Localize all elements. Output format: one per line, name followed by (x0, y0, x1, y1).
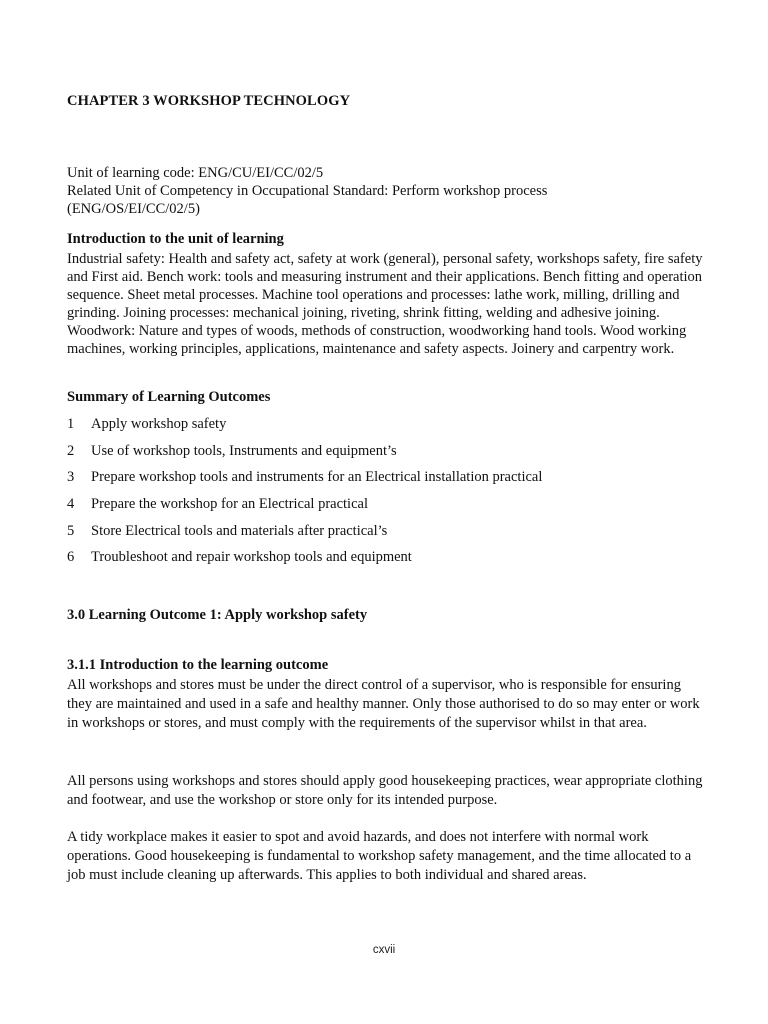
body-paragraph: All persons using workshops and stores should apply good housekeeping practices, wear appropriate clothing and footwear, and use the workshop or store only for its intended purpose. (67, 773, 703, 808)
outcome-item (67, 442, 707, 469)
outcome-item (67, 522, 707, 549)
competency-line: Related Unit of Competency in Occupational Standard: Perform workshop process (67, 183, 548, 199)
outcome-number: 1 (67, 416, 75, 432)
outcome-text: Troubleshoot and repair workshop tools and equipment (91, 549, 412, 566)
section-subheading: 3.1.1 Introduction to the learning outcome (67, 657, 329, 673)
page-number: cxvii (372, 944, 396, 956)
outcome-text: Prepare workshop tools and instruments for an Electrical installation practical (91, 469, 543, 486)
outcome-item (67, 548, 707, 575)
body-paragraph: A tidy workplace makes it easier to spot and avoid hazards, and does not interfere with normal work operations. Good housekeeping is fundamental to workshop safety management, and the time allocated to a job must include cleaning up afterwards. This applies to both individual and shared areas. (67, 829, 692, 883)
unit-code-line: Unit of learning code: ENG/CU/EI/CC/02/5 (67, 165, 324, 181)
outcome-text: Prepare the workshop for an Electrical practical (91, 496, 368, 513)
outcome-number: 5 (67, 522, 75, 539)
outcome-text: Apply workshop safety (91, 416, 227, 432)
outcome-item (67, 495, 707, 522)
unit-info (67, 164, 707, 218)
outcome-number: 4 (67, 496, 75, 513)
standard-code-line: (ENG/OS/EI/CC/02/5) (67, 201, 200, 217)
outcome-number: 6 (67, 549, 75, 566)
outcome-number: 2 (67, 442, 75, 459)
summary-heading: Summary of Learning Outcomes (67, 389, 271, 405)
outcome-list (67, 415, 707, 575)
learning-outcome-heading: 3.0 Learning Outcome 1: Apply workshop safety (67, 607, 368, 623)
introduction-heading: Introduction to the unit of learning (67, 231, 284, 247)
outcome-item (67, 415, 707, 442)
outcome-number: 3 (67, 469, 75, 486)
chapter-title: CHAPTER 3 WORKSHOP TECHNOLOGY (67, 93, 351, 109)
introduction-paragraph: Industrial safety: Health and safety act, safety at work (general), personal safety, workshops safety, fire safety and First aid. Bench work: tools and measuring instrument and their applications. Bench fitting and operation sequence. Sheet metal processes. Machine tool operations and processes: lathe work, milling, drilling and grinding. Joining processes: mechanical joining, riveting, shrink fitting, welding and adhesive joining. Woodwork: Nature and types of woods, methods of construction, woodworking hand tools. Wood working machines, working principles, applications, maintenance and safety aspects. Joinery and carpentry work. (67, 251, 703, 357)
outcome-text: Store Electrical tools and materials after practical’s (91, 522, 388, 539)
body-paragraph: All workshops and stores must be under the direct control of a supervisor, who is responsible for ensuring they are maintained and used in a safe and healthy manner. Only those authorised to do so may enter or work in workshops or stores, and must comply with the requirements of the supervisor whilst in that area. (67, 677, 700, 731)
outcome-text: Use of workshop tools, Instruments and equipment’s (91, 442, 397, 459)
outcome-item (67, 468, 707, 495)
